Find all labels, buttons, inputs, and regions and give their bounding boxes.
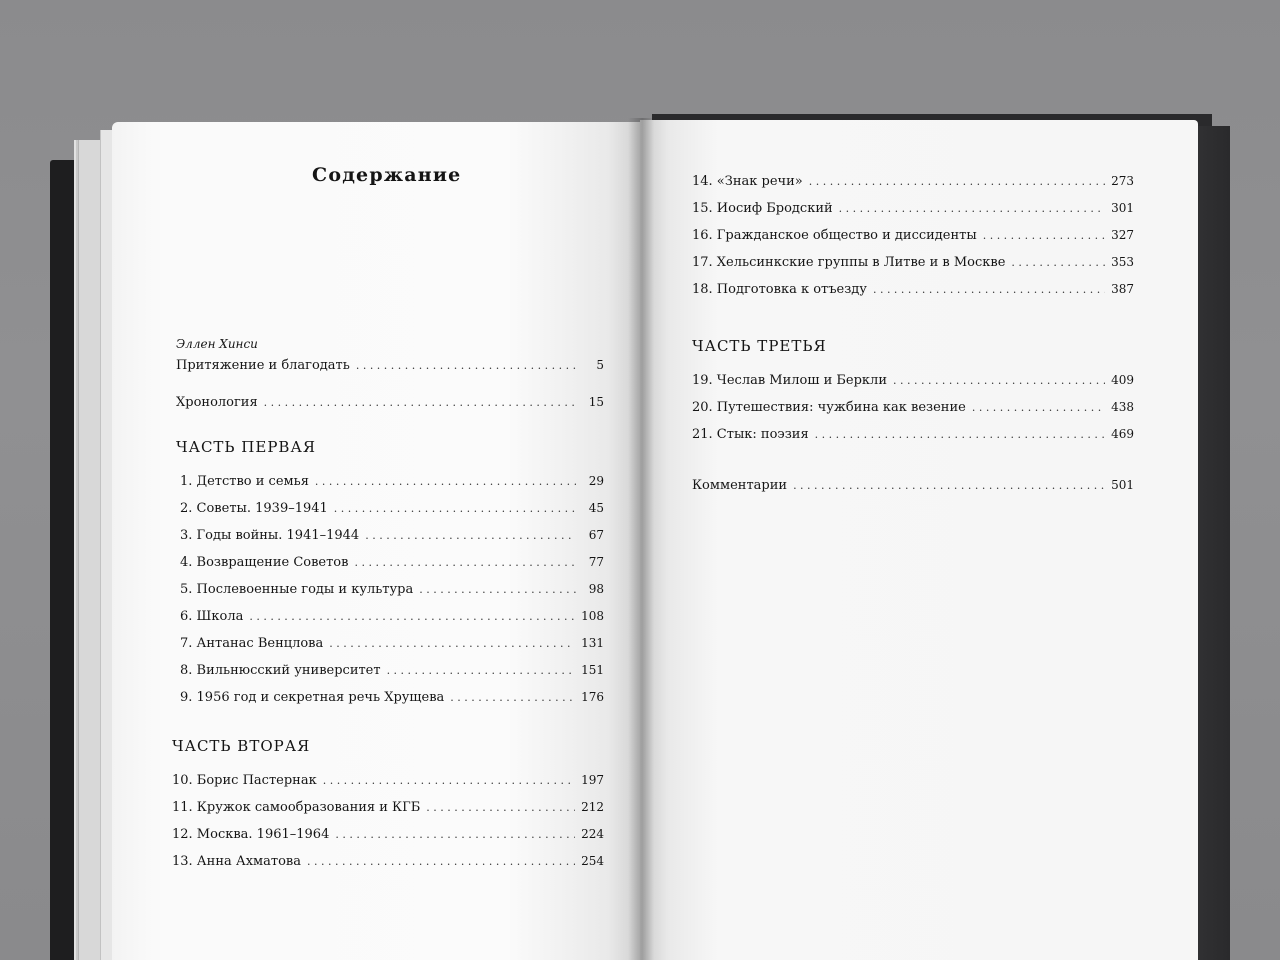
entry-page: 273 xyxy=(1111,174,1134,188)
entry-title: 6. Школа xyxy=(180,609,244,624)
entry-page: 77 xyxy=(588,555,604,569)
dot-leader xyxy=(264,390,576,416)
toc-entry[interactable] xyxy=(692,394,1134,421)
entry-title: 4. Возвращение Советов xyxy=(180,555,349,570)
dot-leader xyxy=(354,550,576,576)
entry-page: 254 xyxy=(581,854,604,868)
entry-page: 409 xyxy=(1111,373,1134,387)
part-title: ЧАСТЬ ТРЕТЬЯ xyxy=(692,337,827,355)
entry-page: 301 xyxy=(1111,201,1134,215)
dot-leader xyxy=(815,422,1105,448)
intro-section xyxy=(172,336,604,416)
part-two-section xyxy=(172,737,604,875)
entry-page: 501 xyxy=(1111,478,1134,492)
entry-page: 224 xyxy=(581,827,604,841)
dot-leader xyxy=(323,768,575,794)
dot-leader xyxy=(356,353,576,379)
entry-title: 17. Хельсинкские группы в Литве и в Москве xyxy=(692,255,1006,270)
dot-leader xyxy=(983,223,1105,249)
toc-entry[interactable] xyxy=(172,848,604,875)
toc-entry-commentary[interactable] xyxy=(692,472,1134,499)
toc-entry[interactable] xyxy=(172,794,604,821)
dot-leader xyxy=(387,658,576,684)
dot-leader xyxy=(307,849,575,875)
entry-title: 3. Годы войны. 1941–1944 xyxy=(180,528,360,543)
entry-title: 1. Детство и семья xyxy=(180,474,309,489)
dot-leader xyxy=(329,631,575,657)
part-one-section xyxy=(172,438,604,711)
entry-title: 9. 1956 год и секретная речь Хрущева xyxy=(180,690,445,705)
entry-title: 5. Послевоенные годы и культура xyxy=(180,582,414,597)
dot-leader xyxy=(450,685,575,711)
dot-leader xyxy=(873,277,1105,303)
entry-title: 12. Москва. 1961–1964 xyxy=(172,827,330,842)
entry-title: Хронология xyxy=(176,395,258,410)
part-title: ЧАСТЬ ВТОРАЯ xyxy=(172,737,311,755)
entry-title: Притяжение и благодать xyxy=(176,358,350,373)
toc-entry[interactable] xyxy=(692,249,1134,276)
dot-leader xyxy=(365,523,576,549)
entry-title: 20. Путешествия: чужбина как везение xyxy=(692,400,966,415)
entry-page: 98 xyxy=(588,582,604,596)
entry-page: 353 xyxy=(1111,255,1134,269)
toc-entry[interactable] xyxy=(172,495,604,522)
toc-entry[interactable] xyxy=(692,421,1134,448)
toc-entry[interactable] xyxy=(172,522,604,549)
toc-entry[interactable] xyxy=(692,222,1134,249)
entry-page: 387 xyxy=(1111,282,1134,296)
entry-title: 18. Подготовка к отъезду xyxy=(692,282,867,297)
entry-title: 11. Кружок самообразования и КГБ xyxy=(172,800,421,815)
entry-page: 469 xyxy=(1111,427,1134,441)
toc-entry[interactable] xyxy=(172,389,604,416)
book-gutter xyxy=(628,118,654,960)
dot-leader xyxy=(893,368,1105,394)
toc-entry[interactable] xyxy=(692,195,1134,222)
entry-page: 151 xyxy=(581,663,604,677)
toc-entry[interactable] xyxy=(172,603,604,630)
toc-entry[interactable] xyxy=(172,352,604,379)
toc-left-column xyxy=(172,164,604,875)
entry-page: 438 xyxy=(1111,400,1134,414)
entry-page: 212 xyxy=(581,800,604,814)
dot-leader xyxy=(419,577,576,603)
dot-leader xyxy=(793,473,1105,499)
entry-title: Комментарии xyxy=(692,478,788,493)
entry-page: 108 xyxy=(581,609,604,623)
dot-leader xyxy=(335,822,575,848)
entry-page: 176 xyxy=(581,690,604,704)
toc-entry[interactable] xyxy=(172,576,604,603)
entry-page: 15 xyxy=(588,395,604,409)
toc-entry[interactable] xyxy=(172,630,604,657)
entry-page: 5 xyxy=(596,358,604,372)
toc-heading: Содержание xyxy=(312,164,462,186)
part-title: ЧАСТЬ ПЕРВАЯ xyxy=(176,438,316,456)
dot-leader xyxy=(972,395,1105,421)
entry-page: 327 xyxy=(1111,228,1134,242)
entry-title: 2. Советы. 1939–1941 xyxy=(180,501,328,516)
dot-leader xyxy=(426,795,575,821)
toc-entry[interactable] xyxy=(692,276,1134,303)
entry-page: 67 xyxy=(588,528,604,542)
toc-entry[interactable] xyxy=(172,767,604,794)
entry-title: 10. Борис Пастернак xyxy=(172,773,317,788)
entry-title: 19. Чеслав Милош и Беркли xyxy=(692,373,887,388)
dot-leader xyxy=(839,196,1105,222)
toc-entry[interactable] xyxy=(172,468,604,495)
entry-page: 29 xyxy=(588,474,604,488)
entry-title: 8. Вильнюсский университет xyxy=(180,663,381,678)
entry-title: 15. Иосиф Бродский xyxy=(692,201,833,216)
entry-page: 131 xyxy=(581,636,604,650)
toc-entry[interactable] xyxy=(172,549,604,576)
entry-title: 14. «Знак речи» xyxy=(692,174,803,189)
entry-title: 21. Стык: поэзия xyxy=(692,427,809,442)
entry-page: 45 xyxy=(588,501,604,515)
toc-entry[interactable] xyxy=(692,168,1134,195)
dot-leader xyxy=(809,169,1105,195)
author-name: Эллен Хинси xyxy=(176,337,258,351)
dot-leader xyxy=(249,604,575,630)
dot-leader xyxy=(334,496,576,522)
toc-entry[interactable] xyxy=(692,367,1134,394)
toc-entry[interactable] xyxy=(172,657,604,684)
dot-leader xyxy=(315,469,576,495)
toc-entry[interactable] xyxy=(172,821,604,848)
toc-entry[interactable] xyxy=(172,684,604,711)
entry-title: 7. Антанас Венцлова xyxy=(180,636,324,651)
toc-right-column xyxy=(692,168,1134,499)
entry-page: 197 xyxy=(581,773,604,787)
entry-title: 16. Гражданское общество и диссиденты xyxy=(692,228,977,243)
entry-title: 13. Анна Ахматова xyxy=(172,854,301,869)
dot-leader xyxy=(1011,250,1105,276)
